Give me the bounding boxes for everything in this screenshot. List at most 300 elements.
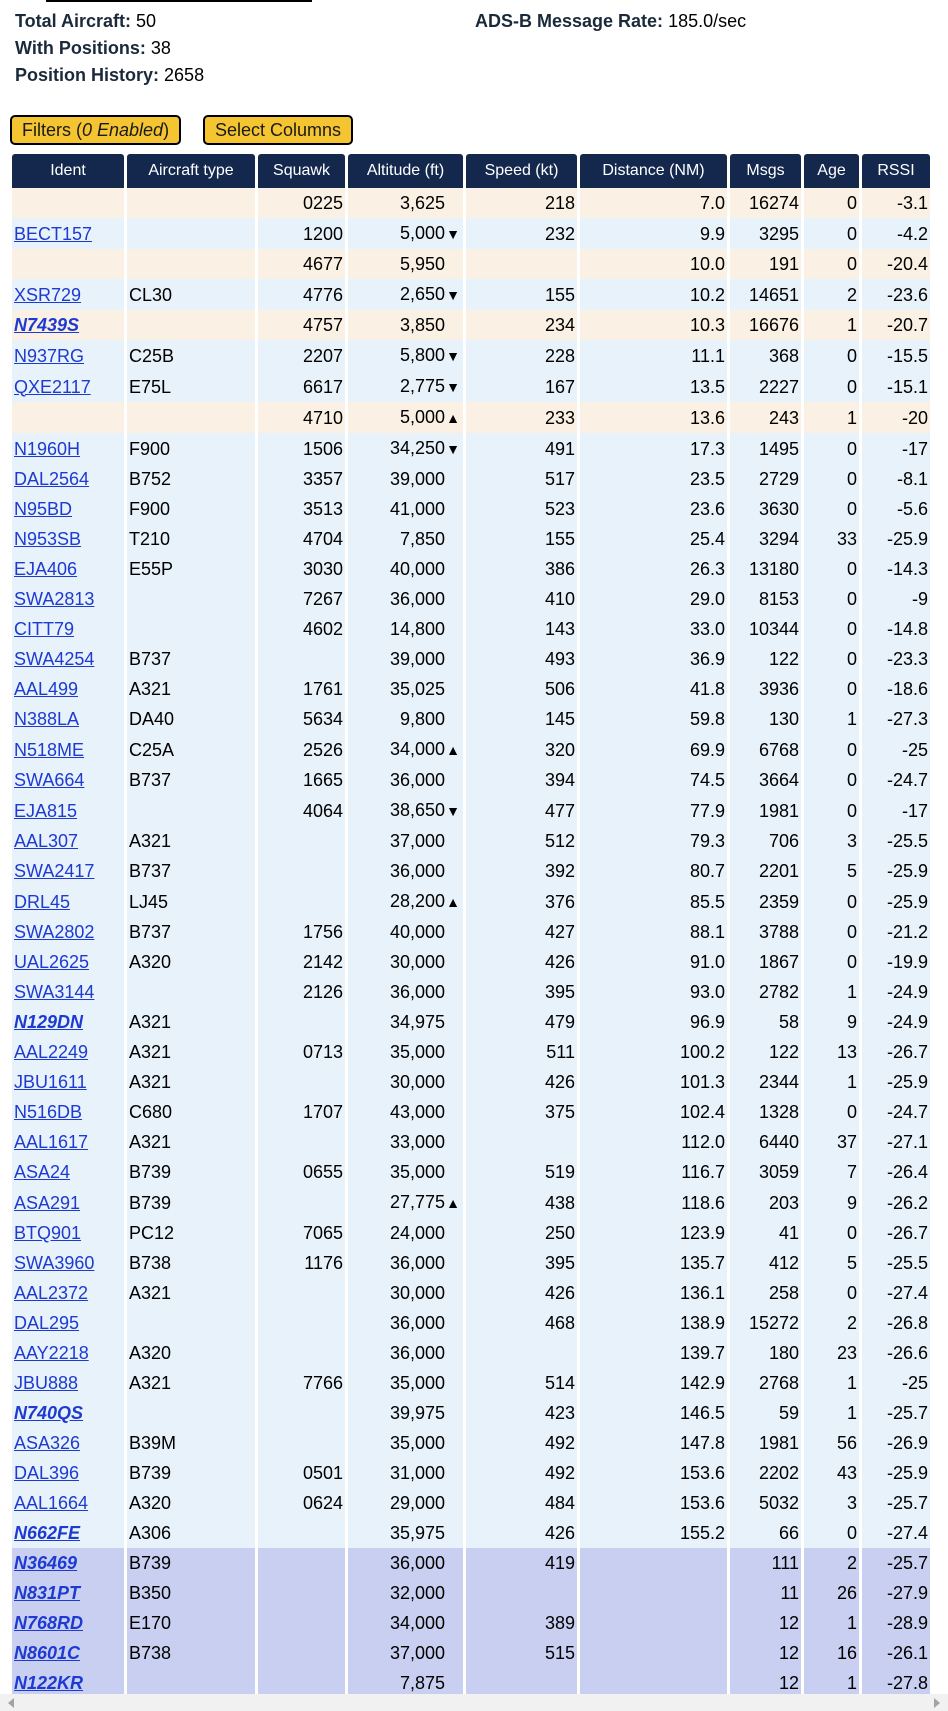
squawk-cell: 0655 bbox=[258, 1157, 345, 1187]
age-cell: 0 bbox=[804, 1218, 859, 1248]
select-columns-button[interactable]: Select Columns bbox=[203, 115, 353, 145]
altitude-cell bbox=[348, 279, 463, 310]
altitude-cell bbox=[348, 1548, 463, 1578]
aircraft-type-cell: C25B bbox=[127, 340, 255, 371]
ident-cell bbox=[12, 1248, 124, 1278]
table-row[interactable] bbox=[12, 1127, 930, 1157]
altitude-cell bbox=[348, 704, 463, 734]
msgs-cell: 12 bbox=[730, 1608, 801, 1638]
descending-arrow-icon: ▼ bbox=[446, 441, 460, 457]
distance-cell: 10.0 bbox=[580, 249, 727, 279]
ident-link[interactable]: N36469 bbox=[14, 1553, 78, 1573]
ident-link[interactable]: AAL1664 bbox=[14, 1493, 89, 1513]
altitude-value: 29,000 bbox=[389, 1493, 445, 1513]
msgs-cell: 368 bbox=[730, 340, 801, 371]
age-cell: 0 bbox=[804, 464, 859, 494]
ident-link[interactable]: N937RG bbox=[14, 345, 85, 366]
table-row[interactable] bbox=[12, 340, 930, 371]
speed-cell: 376 bbox=[466, 886, 577, 917]
rssi-cell: -3.1 bbox=[862, 188, 930, 218]
msgs-cell: 122 bbox=[730, 1037, 801, 1067]
table-row[interactable] bbox=[12, 494, 930, 524]
rssi-cell: -9 bbox=[862, 584, 930, 614]
aircraft-type-cell bbox=[127, 614, 255, 644]
squawk-cell bbox=[258, 1067, 345, 1097]
ident-link[interactable]: N516DB bbox=[14, 1102, 83, 1122]
distance-cell: 69.9 bbox=[580, 734, 727, 765]
msgs-cell: 130 bbox=[730, 704, 801, 734]
distance-cell: 155.2 bbox=[580, 1518, 727, 1548]
ident-link[interactable]: AAL2249 bbox=[14, 1042, 89, 1062]
ident-link[interactable]: N662FE bbox=[14, 1523, 81, 1543]
altitude-value: 35,975 bbox=[389, 1523, 445, 1543]
altitude-cell bbox=[348, 1518, 463, 1548]
table-row[interactable] bbox=[12, 1548, 930, 1578]
altitude-value: 5,000 bbox=[399, 223, 445, 243]
filters-button[interactable] bbox=[10, 115, 181, 145]
ident-link[interactable]: SWA4254 bbox=[14, 649, 95, 669]
table-row[interactable] bbox=[12, 402, 930, 433]
altitude-cell bbox=[348, 464, 463, 494]
speed-cell: 234 bbox=[466, 310, 577, 340]
rssi-cell: -26.7 bbox=[862, 1037, 930, 1067]
ident-link[interactable]: BECT157 bbox=[14, 223, 93, 244]
squawk-cell: 1707 bbox=[258, 1097, 345, 1127]
aircraft-type-cell: DA40 bbox=[127, 704, 255, 734]
altitude-cell bbox=[348, 402, 463, 433]
ident-cell bbox=[12, 795, 124, 826]
msgs-cell: 10344 bbox=[730, 614, 801, 644]
msgs-cell: 5032 bbox=[730, 1488, 801, 1518]
table-row[interactable] bbox=[12, 795, 930, 826]
rssi-cell: -24.7 bbox=[862, 1097, 930, 1127]
table-row[interactable] bbox=[12, 1067, 930, 1097]
rssi-cell: -25.5 bbox=[862, 826, 930, 856]
ident-link[interactable]: AAL1617 bbox=[14, 1132, 89, 1152]
rssi-cell: -25.7 bbox=[862, 1488, 930, 1518]
table-row[interactable] bbox=[12, 614, 930, 644]
aircraft-type-cell: A321 bbox=[127, 674, 255, 704]
ident-link[interactable]: DAL295 bbox=[14, 1313, 80, 1333]
ident-link[interactable]: N95BD bbox=[14, 499, 73, 519]
distance-cell: 36.9 bbox=[580, 644, 727, 674]
rssi-cell: -17 bbox=[862, 433, 930, 464]
ident-cell bbox=[12, 310, 124, 340]
ident-link[interactable]: XSR729 bbox=[14, 284, 82, 305]
altitude-value: 40,000 bbox=[389, 559, 445, 579]
ident-link[interactable]: DRL45 bbox=[14, 891, 71, 912]
altitude-cell bbox=[348, 1608, 463, 1638]
aircraft-type-cell: E170 bbox=[127, 1608, 255, 1638]
ident-link[interactable]: AAL499 bbox=[14, 679, 79, 699]
distance-cell: 138.9 bbox=[580, 1308, 727, 1338]
squawk-cell: 1665 bbox=[258, 765, 345, 795]
squawk-cell: 1506 bbox=[258, 433, 345, 464]
column-header-altitude[interactable]: Altitude (ft) bbox=[348, 154, 463, 188]
altitude-value: 7,875 bbox=[399, 1673, 445, 1693]
ident-link[interactable]: AAL2372 bbox=[14, 1283, 89, 1303]
distance-cell: 33.0 bbox=[580, 614, 727, 644]
climbing-arrow-icon: ▲ bbox=[446, 894, 460, 910]
ident-cell bbox=[12, 1488, 124, 1518]
rssi-cell: -25.5 bbox=[862, 1248, 930, 1278]
position-history-stat bbox=[15, 63, 204, 87]
rssi-cell: -27.4 bbox=[862, 1278, 930, 1308]
table-row[interactable] bbox=[12, 1097, 930, 1127]
ident-cell bbox=[12, 402, 124, 433]
age-cell: 1 bbox=[804, 1368, 859, 1398]
age-cell: 0 bbox=[804, 554, 859, 584]
squawk-cell bbox=[258, 1578, 345, 1608]
speed-cell: 233 bbox=[466, 402, 577, 433]
aircraft-type-cell: C25A bbox=[127, 734, 255, 765]
squawk-cell: 4710 bbox=[258, 402, 345, 433]
ident-cell bbox=[12, 554, 124, 584]
table-row[interactable] bbox=[12, 371, 930, 402]
rssi-cell: -25 bbox=[862, 734, 930, 765]
table-row[interactable] bbox=[12, 704, 930, 734]
speed-cell: 250 bbox=[466, 1218, 577, 1248]
squawk-cell: 4757 bbox=[258, 310, 345, 340]
table-row[interactable] bbox=[12, 1518, 930, 1548]
age-cell: 0 bbox=[804, 494, 859, 524]
speed-cell: 375 bbox=[466, 1097, 577, 1127]
msgs-cell: 2202 bbox=[730, 1458, 801, 1488]
table-row[interactable] bbox=[12, 826, 930, 856]
table-row[interactable] bbox=[12, 1007, 930, 1037]
column-header-squawk[interactable]: Squawk bbox=[258, 154, 345, 188]
table-row[interactable] bbox=[12, 584, 930, 614]
ident-cell bbox=[12, 340, 124, 371]
ident-link[interactable]: SWA3960 bbox=[14, 1253, 95, 1273]
squawk-cell bbox=[258, 886, 345, 917]
ident-link[interactable]: EJA815 bbox=[14, 800, 78, 821]
distance-cell: 146.5 bbox=[580, 1398, 727, 1428]
climbing-arrow-icon: ▲ bbox=[446, 1195, 460, 1211]
altitude-value: 36,000 bbox=[389, 1343, 445, 1363]
altitude-value: 5,000 bbox=[399, 407, 445, 427]
table-row[interactable] bbox=[12, 1218, 930, 1248]
table-row[interactable] bbox=[12, 279, 930, 310]
speed-cell: 427 bbox=[466, 917, 577, 947]
ident-link[interactable]: UAL2625 bbox=[14, 952, 90, 972]
aircraft-type-cell bbox=[127, 977, 255, 1007]
msgs-cell: 14651 bbox=[730, 279, 801, 310]
rssi-cell: -19.9 bbox=[862, 947, 930, 977]
squawk-cell: 0501 bbox=[258, 1458, 345, 1488]
age-cell: 1 bbox=[804, 1398, 859, 1428]
squawk-cell bbox=[258, 1278, 345, 1308]
table-row[interactable] bbox=[12, 947, 930, 977]
column-header-ident[interactable]: Ident bbox=[12, 154, 124, 188]
scroll-left-arrow-icon[interactable] bbox=[8, 1698, 14, 1708]
ident-link[interactable]: N740QS bbox=[14, 1403, 84, 1423]
altitude-value: 36,000 bbox=[389, 1253, 445, 1273]
rssi-cell: -5.6 bbox=[862, 494, 930, 524]
rssi-cell: -17 bbox=[862, 795, 930, 826]
aircraft-type-cell: A321 bbox=[127, 1037, 255, 1067]
ident-link[interactable]: SWA2417 bbox=[14, 861, 95, 881]
altitude-value: 3,850 bbox=[399, 315, 445, 335]
squawk-cell: 7267 bbox=[258, 584, 345, 614]
table-row[interactable] bbox=[12, 765, 930, 795]
ident-cell bbox=[12, 734, 124, 765]
rssi-cell: -25 bbox=[862, 1368, 930, 1398]
msgs-cell: 16274 bbox=[730, 188, 801, 218]
table-row[interactable] bbox=[12, 1488, 930, 1518]
ident-link[interactable]: N518ME bbox=[14, 739, 85, 760]
squawk-cell bbox=[258, 856, 345, 886]
ident-link[interactable]: SWA2802 bbox=[14, 922, 95, 942]
msgs-cell: 58 bbox=[730, 1007, 801, 1037]
squawk-cell bbox=[258, 826, 345, 856]
altitude-value: 14,800 bbox=[389, 619, 445, 639]
altitude-value: 7,850 bbox=[399, 529, 445, 549]
table-row[interactable] bbox=[12, 1248, 930, 1278]
column-header-msgs[interactable]: Msgs bbox=[730, 154, 801, 188]
squawk-cell: 1200 bbox=[258, 218, 345, 249]
age-cell: 1 bbox=[804, 704, 859, 734]
ident-link[interactable]: AAL307 bbox=[14, 831, 79, 851]
table-row[interactable] bbox=[12, 1398, 930, 1428]
column-header-distance[interactable]: Distance (NM) bbox=[580, 154, 727, 188]
table-row[interactable] bbox=[12, 917, 930, 947]
table-row[interactable] bbox=[12, 249, 930, 279]
table-row[interactable] bbox=[12, 433, 930, 464]
distance-cell: 13.6 bbox=[580, 402, 727, 433]
aircraft-type-cell bbox=[127, 402, 255, 433]
msgs-cell: 412 bbox=[730, 1248, 801, 1278]
table-row[interactable] bbox=[12, 886, 930, 917]
rssi-cell: -20.4 bbox=[862, 249, 930, 279]
table-row[interactable] bbox=[12, 464, 930, 494]
scroll-right-arrow-icon[interactable] bbox=[934, 1698, 940, 1708]
rssi-cell: -26.6 bbox=[862, 1338, 930, 1368]
ident-link[interactable]: N1960H bbox=[14, 438, 81, 459]
speed-cell: 395 bbox=[466, 1248, 577, 1278]
msgs-cell: 59 bbox=[730, 1398, 801, 1428]
squawk-cell bbox=[258, 1518, 345, 1548]
squawk-cell: 5634 bbox=[258, 704, 345, 734]
squawk-cell: 2207 bbox=[258, 340, 345, 371]
table-row[interactable] bbox=[12, 1428, 930, 1458]
msgs-cell: 2227 bbox=[730, 371, 801, 402]
squawk-cell: 0624 bbox=[258, 1488, 345, 1518]
table-row[interactable] bbox=[12, 674, 930, 704]
ident-link[interactable]: CITT79 bbox=[14, 619, 75, 639]
ident-link[interactable]: JBU1611 bbox=[14, 1072, 87, 1092]
distance-cell: 91.0 bbox=[580, 947, 727, 977]
ident-link[interactable]: EJA406 bbox=[14, 559, 78, 579]
altitude-value: 35,000 bbox=[389, 1373, 445, 1393]
table-row[interactable] bbox=[12, 734, 930, 765]
column-header-speed[interactable]: Speed (kt) bbox=[466, 154, 577, 188]
distance-cell: 17.3 bbox=[580, 433, 727, 464]
distance-cell: 88.1 bbox=[580, 917, 727, 947]
distance-cell: 13.5 bbox=[580, 371, 727, 402]
ident-cell bbox=[12, 524, 124, 554]
ident-cell bbox=[12, 279, 124, 310]
column-header-rssi[interactable]: RSSI bbox=[862, 154, 930, 188]
speed-cell: 392 bbox=[466, 856, 577, 886]
horizontal-scrollbar[interactable] bbox=[0, 1694, 948, 1711]
table-row[interactable] bbox=[12, 218, 930, 249]
altitude-value: 5,950 bbox=[399, 254, 445, 274]
aircraft-type-cell: F900 bbox=[127, 433, 255, 464]
age-cell: 7 bbox=[804, 1157, 859, 1187]
rssi-cell: -15.5 bbox=[862, 340, 930, 371]
altitude-cell bbox=[348, 1067, 463, 1097]
table-row[interactable] bbox=[12, 1037, 930, 1067]
age-cell: 0 bbox=[804, 188, 859, 218]
rssi-cell: -20 bbox=[862, 402, 930, 433]
msgs-cell: 203 bbox=[730, 1187, 801, 1218]
ident-link[interactable]: DAL2564 bbox=[14, 469, 90, 489]
aircraft-type-cell: B737 bbox=[127, 644, 255, 674]
ident-cell bbox=[12, 1278, 124, 1308]
rssi-cell: -23.3 bbox=[862, 644, 930, 674]
age-cell: 0 bbox=[804, 614, 859, 644]
speed-cell: 426 bbox=[466, 1518, 577, 1548]
rssi-cell: -25.9 bbox=[862, 856, 930, 886]
age-cell: 2 bbox=[804, 1308, 859, 1338]
total-aircraft-value: 50 bbox=[136, 11, 157, 31]
squawk-cell bbox=[258, 1187, 345, 1218]
table-row[interactable] bbox=[12, 1308, 930, 1338]
table-row[interactable] bbox=[12, 1638, 930, 1668]
ident-link[interactable]: N831PT bbox=[14, 1583, 81, 1603]
altitude-cell bbox=[348, 554, 463, 584]
age-cell: 0 bbox=[804, 218, 859, 249]
table-row[interactable] bbox=[12, 1278, 930, 1308]
ident-link[interactable]: SWA3144 bbox=[14, 982, 95, 1002]
table-row[interactable] bbox=[12, 1338, 930, 1368]
ident-link[interactable]: AAY2218 bbox=[14, 1343, 89, 1363]
filters-prefix: Filters ( bbox=[22, 120, 82, 140]
table-row[interactable] bbox=[12, 1368, 930, 1398]
speed-cell: 492 bbox=[466, 1428, 577, 1458]
descending-arrow-icon: ▼ bbox=[446, 226, 460, 242]
distance-cell: 153.6 bbox=[580, 1488, 727, 1518]
squawk-cell: 2126 bbox=[258, 977, 345, 1007]
ident-cell bbox=[12, 614, 124, 644]
ident-link[interactable]: N388LA bbox=[14, 709, 80, 729]
distance-cell: 79.3 bbox=[580, 826, 727, 856]
ident-cell bbox=[12, 1428, 124, 1458]
altitude-value: 41,000 bbox=[389, 499, 445, 519]
ident-link[interactable]: ASA291 bbox=[14, 1192, 81, 1213]
altitude-cell bbox=[348, 1278, 463, 1308]
rssi-cell: -26.1 bbox=[862, 1638, 930, 1668]
altitude-cell bbox=[348, 917, 463, 947]
age-cell: 1 bbox=[804, 1067, 859, 1097]
ident-link[interactable]: N768RD bbox=[14, 1613, 84, 1633]
ident-link[interactable]: BTQ901 bbox=[14, 1223, 82, 1243]
ident-link[interactable]: N953SB bbox=[14, 529, 82, 549]
distance-cell: 23.6 bbox=[580, 494, 727, 524]
altitude-cell bbox=[348, 1007, 463, 1037]
ident-link[interactable]: N122KR bbox=[14, 1673, 84, 1693]
altitude-cell bbox=[348, 1097, 463, 1127]
msgs-cell: 13180 bbox=[730, 554, 801, 584]
ident-link[interactable]: QXE2117 bbox=[14, 376, 91, 397]
aircraft-type-cell: E75L bbox=[127, 371, 255, 402]
rssi-cell: -24.9 bbox=[862, 1007, 930, 1037]
table-row[interactable] bbox=[12, 1608, 930, 1638]
table-row[interactable] bbox=[12, 1157, 930, 1187]
table-row[interactable] bbox=[12, 977, 930, 1007]
ident-link[interactable]: SWA2813 bbox=[14, 589, 95, 609]
squawk-cell bbox=[258, 1428, 345, 1458]
age-cell: 56 bbox=[804, 1428, 859, 1458]
ident-cell bbox=[12, 644, 124, 674]
speed-cell: 228 bbox=[466, 340, 577, 371]
aircraft-type-cell: B738 bbox=[127, 1638, 255, 1668]
ident-link[interactable]: ASA24 bbox=[14, 1162, 71, 1182]
msgs-cell: 6440 bbox=[730, 1127, 801, 1157]
ident-cell bbox=[12, 494, 124, 524]
table-row[interactable] bbox=[12, 554, 930, 584]
msgs-cell: 12 bbox=[730, 1668, 801, 1698]
climbing-arrow-icon: ▲ bbox=[446, 742, 460, 758]
ident-link[interactable]: ASA326 bbox=[14, 1433, 81, 1453]
ident-cell bbox=[12, 886, 124, 917]
msgs-cell: 16676 bbox=[730, 310, 801, 340]
table-row[interactable] bbox=[12, 856, 930, 886]
age-cell: 43 bbox=[804, 1458, 859, 1488]
aircraft-type-cell bbox=[127, 249, 255, 279]
column-header-aircraft-type[interactable]: Aircraft type bbox=[127, 154, 255, 188]
speed-cell: 506 bbox=[466, 674, 577, 704]
table-row[interactable] bbox=[12, 188, 930, 218]
distance-cell bbox=[580, 1578, 727, 1608]
msgs-cell: 2782 bbox=[730, 977, 801, 1007]
speed-cell: 511 bbox=[466, 1037, 577, 1067]
msgs-cell: 12 bbox=[730, 1638, 801, 1668]
distance-cell: 142.9 bbox=[580, 1368, 727, 1398]
message-rate-label: ADS-B Message Rate: bbox=[475, 11, 664, 31]
speed-cell: 320 bbox=[466, 734, 577, 765]
table-row[interactable] bbox=[12, 644, 930, 674]
table-row[interactable] bbox=[12, 524, 930, 554]
age-cell: 0 bbox=[804, 734, 859, 765]
ident-cell bbox=[12, 826, 124, 856]
altitude-cell bbox=[348, 584, 463, 614]
squawk-cell bbox=[258, 1338, 345, 1368]
altitude-cell bbox=[348, 826, 463, 856]
ident-link[interactable]: N7439S bbox=[14, 315, 80, 335]
ident-link[interactable]: N8601C bbox=[14, 1643, 81, 1663]
ident-link[interactable]: N129DN bbox=[14, 1012, 84, 1032]
table-row[interactable] bbox=[12, 1187, 930, 1218]
speed-cell: 484 bbox=[466, 1488, 577, 1518]
table-row[interactable] bbox=[12, 1458, 930, 1488]
age-cell: 0 bbox=[804, 644, 859, 674]
ident-link[interactable]: JBU888 bbox=[14, 1373, 79, 1393]
ident-link[interactable]: SWA664 bbox=[14, 770, 85, 790]
msgs-cell: 1495 bbox=[730, 433, 801, 464]
ident-link[interactable]: DAL396 bbox=[14, 1463, 80, 1483]
altitude-value: 38,650 bbox=[389, 800, 445, 820]
speed-cell bbox=[466, 1127, 577, 1157]
table-row[interactable] bbox=[12, 1578, 930, 1608]
column-header-age[interactable]: Age bbox=[804, 154, 859, 188]
table-body bbox=[12, 188, 930, 1698]
table-row[interactable] bbox=[12, 310, 930, 340]
age-cell: 9 bbox=[804, 1187, 859, 1218]
aircraft-type-cell: C680 bbox=[127, 1097, 255, 1127]
speed-cell: 232 bbox=[466, 218, 577, 249]
